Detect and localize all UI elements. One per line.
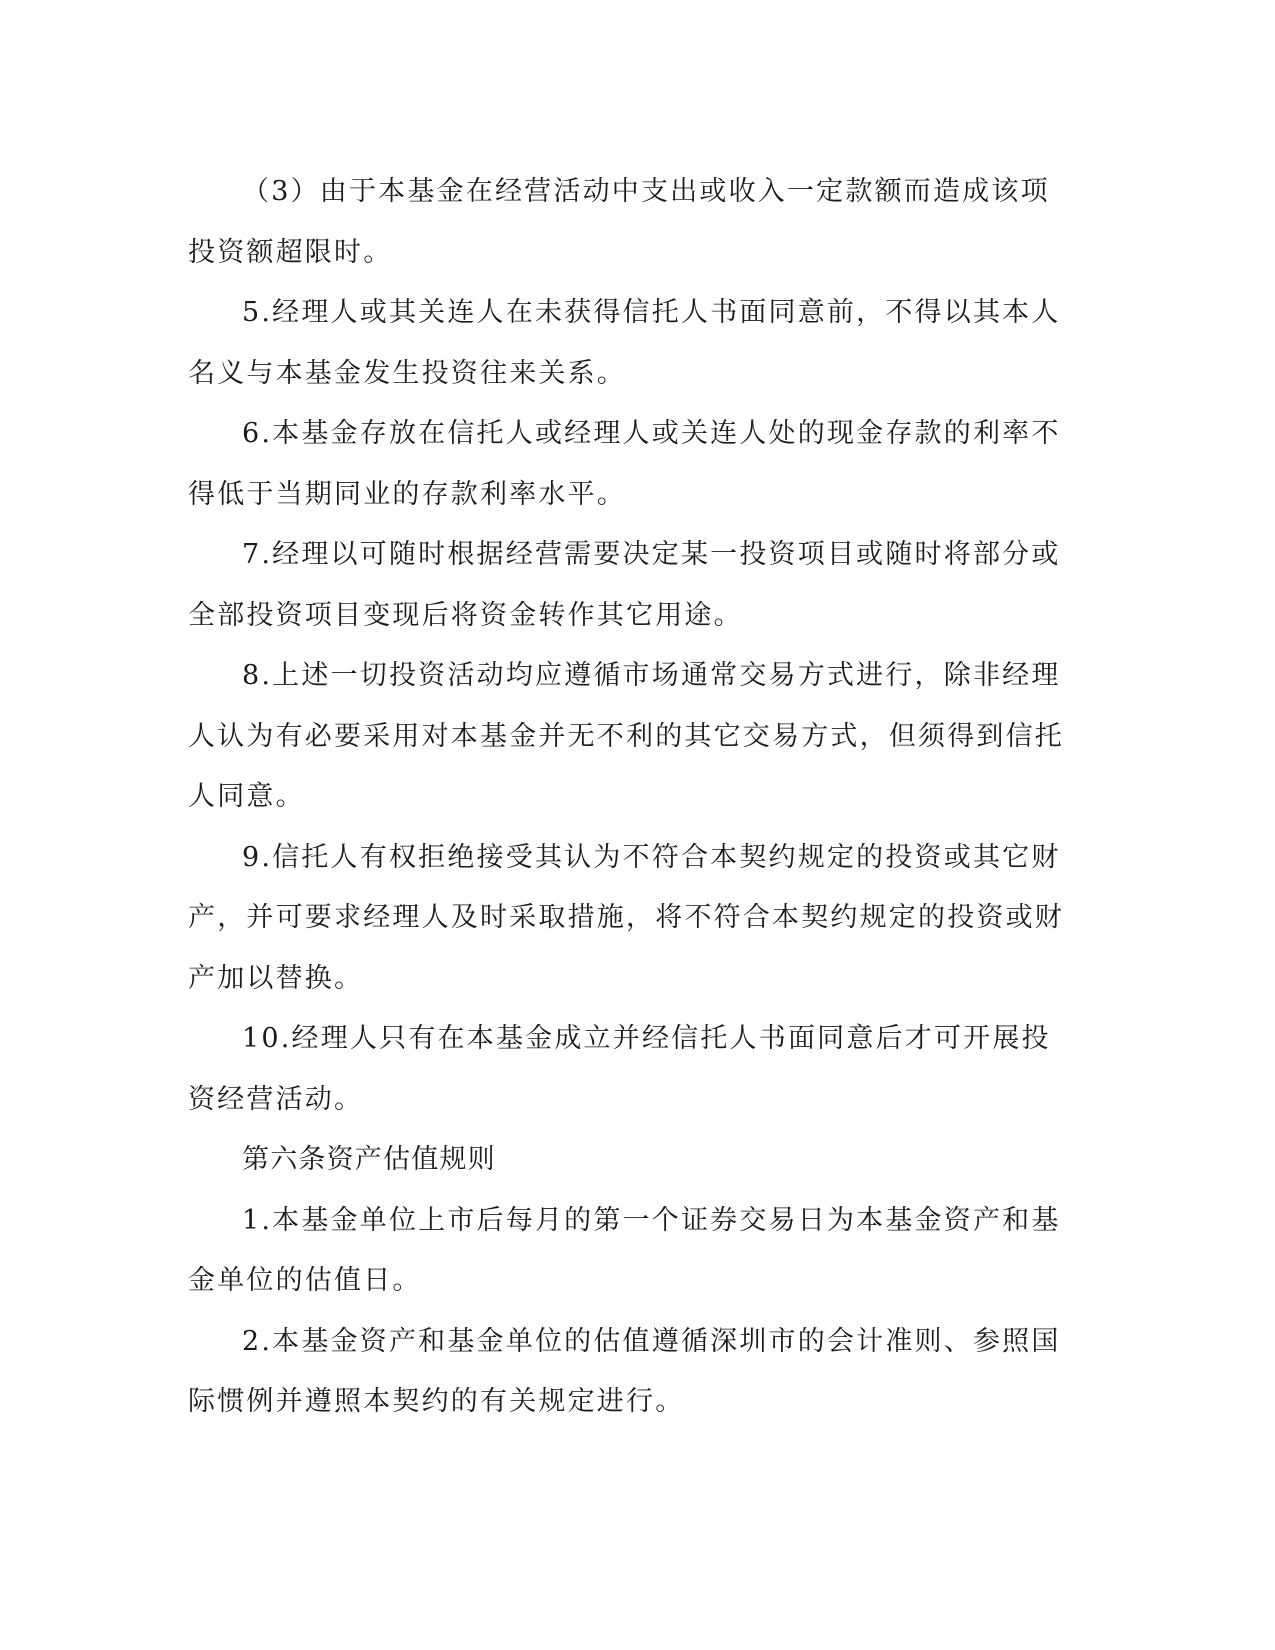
paragraph-item-3-sub: （3）由于本基金在经营活动中支出或收入一定款额而造成该项投资额超限时。 bbox=[188, 176, 1050, 268]
paragraph-item-7: 7.经理以可随时根据经营需要决定某一投资项目或随时将部分或全部投资项目变现后将资金转作其它用途。 bbox=[188, 539, 1061, 631]
paragraph-item-9: 9.信托人有权拒绝接受其认为不符合本契约规定的投资或其它财产，并可要求经理人及时采取措施，将不符合本契约规定的投资或财产加以替换。 bbox=[188, 841, 1064, 994]
section-heading-article-6: 第六条资产估值规则 bbox=[242, 1144, 496, 1175]
paragraph-item-6: 6.本基金存放在信托人或经理人或关连人处的现金存款的利率不得低于当期同业的存款利率水平。 bbox=[188, 418, 1061, 510]
paragraph-item-8: 8.上述一切投资活动均应遵循市场通常交易方式进行，除非经理人认为有必要采用对本基金并无不利的其它交易方式，但须得到信托人同意。 bbox=[188, 660, 1064, 812]
paragraph-valuation-2: 2.本基金资产和基金单位的估值遵循深圳市的会计准则、参照国际惯例并遵照本契约的有关规定进行。 bbox=[188, 1325, 1061, 1417]
paragraph-valuation-1: 1.本基金单位上市后每月的第一个证券交易日为本基金资产和基金单位的估值日。 bbox=[188, 1204, 1061, 1296]
document-body bbox=[188, 162, 1068, 1433]
paragraph-item-10: 10.经理人只有在本基金成立并经信托人书面同意后才可开展投资经营活动。 bbox=[188, 1023, 1051, 1115]
paragraph-item-5: 5.经理人或其关连人在未获得信托人书面同意前，不得以其本人名义与本基金发生投资往来关系。 bbox=[188, 297, 1061, 389]
